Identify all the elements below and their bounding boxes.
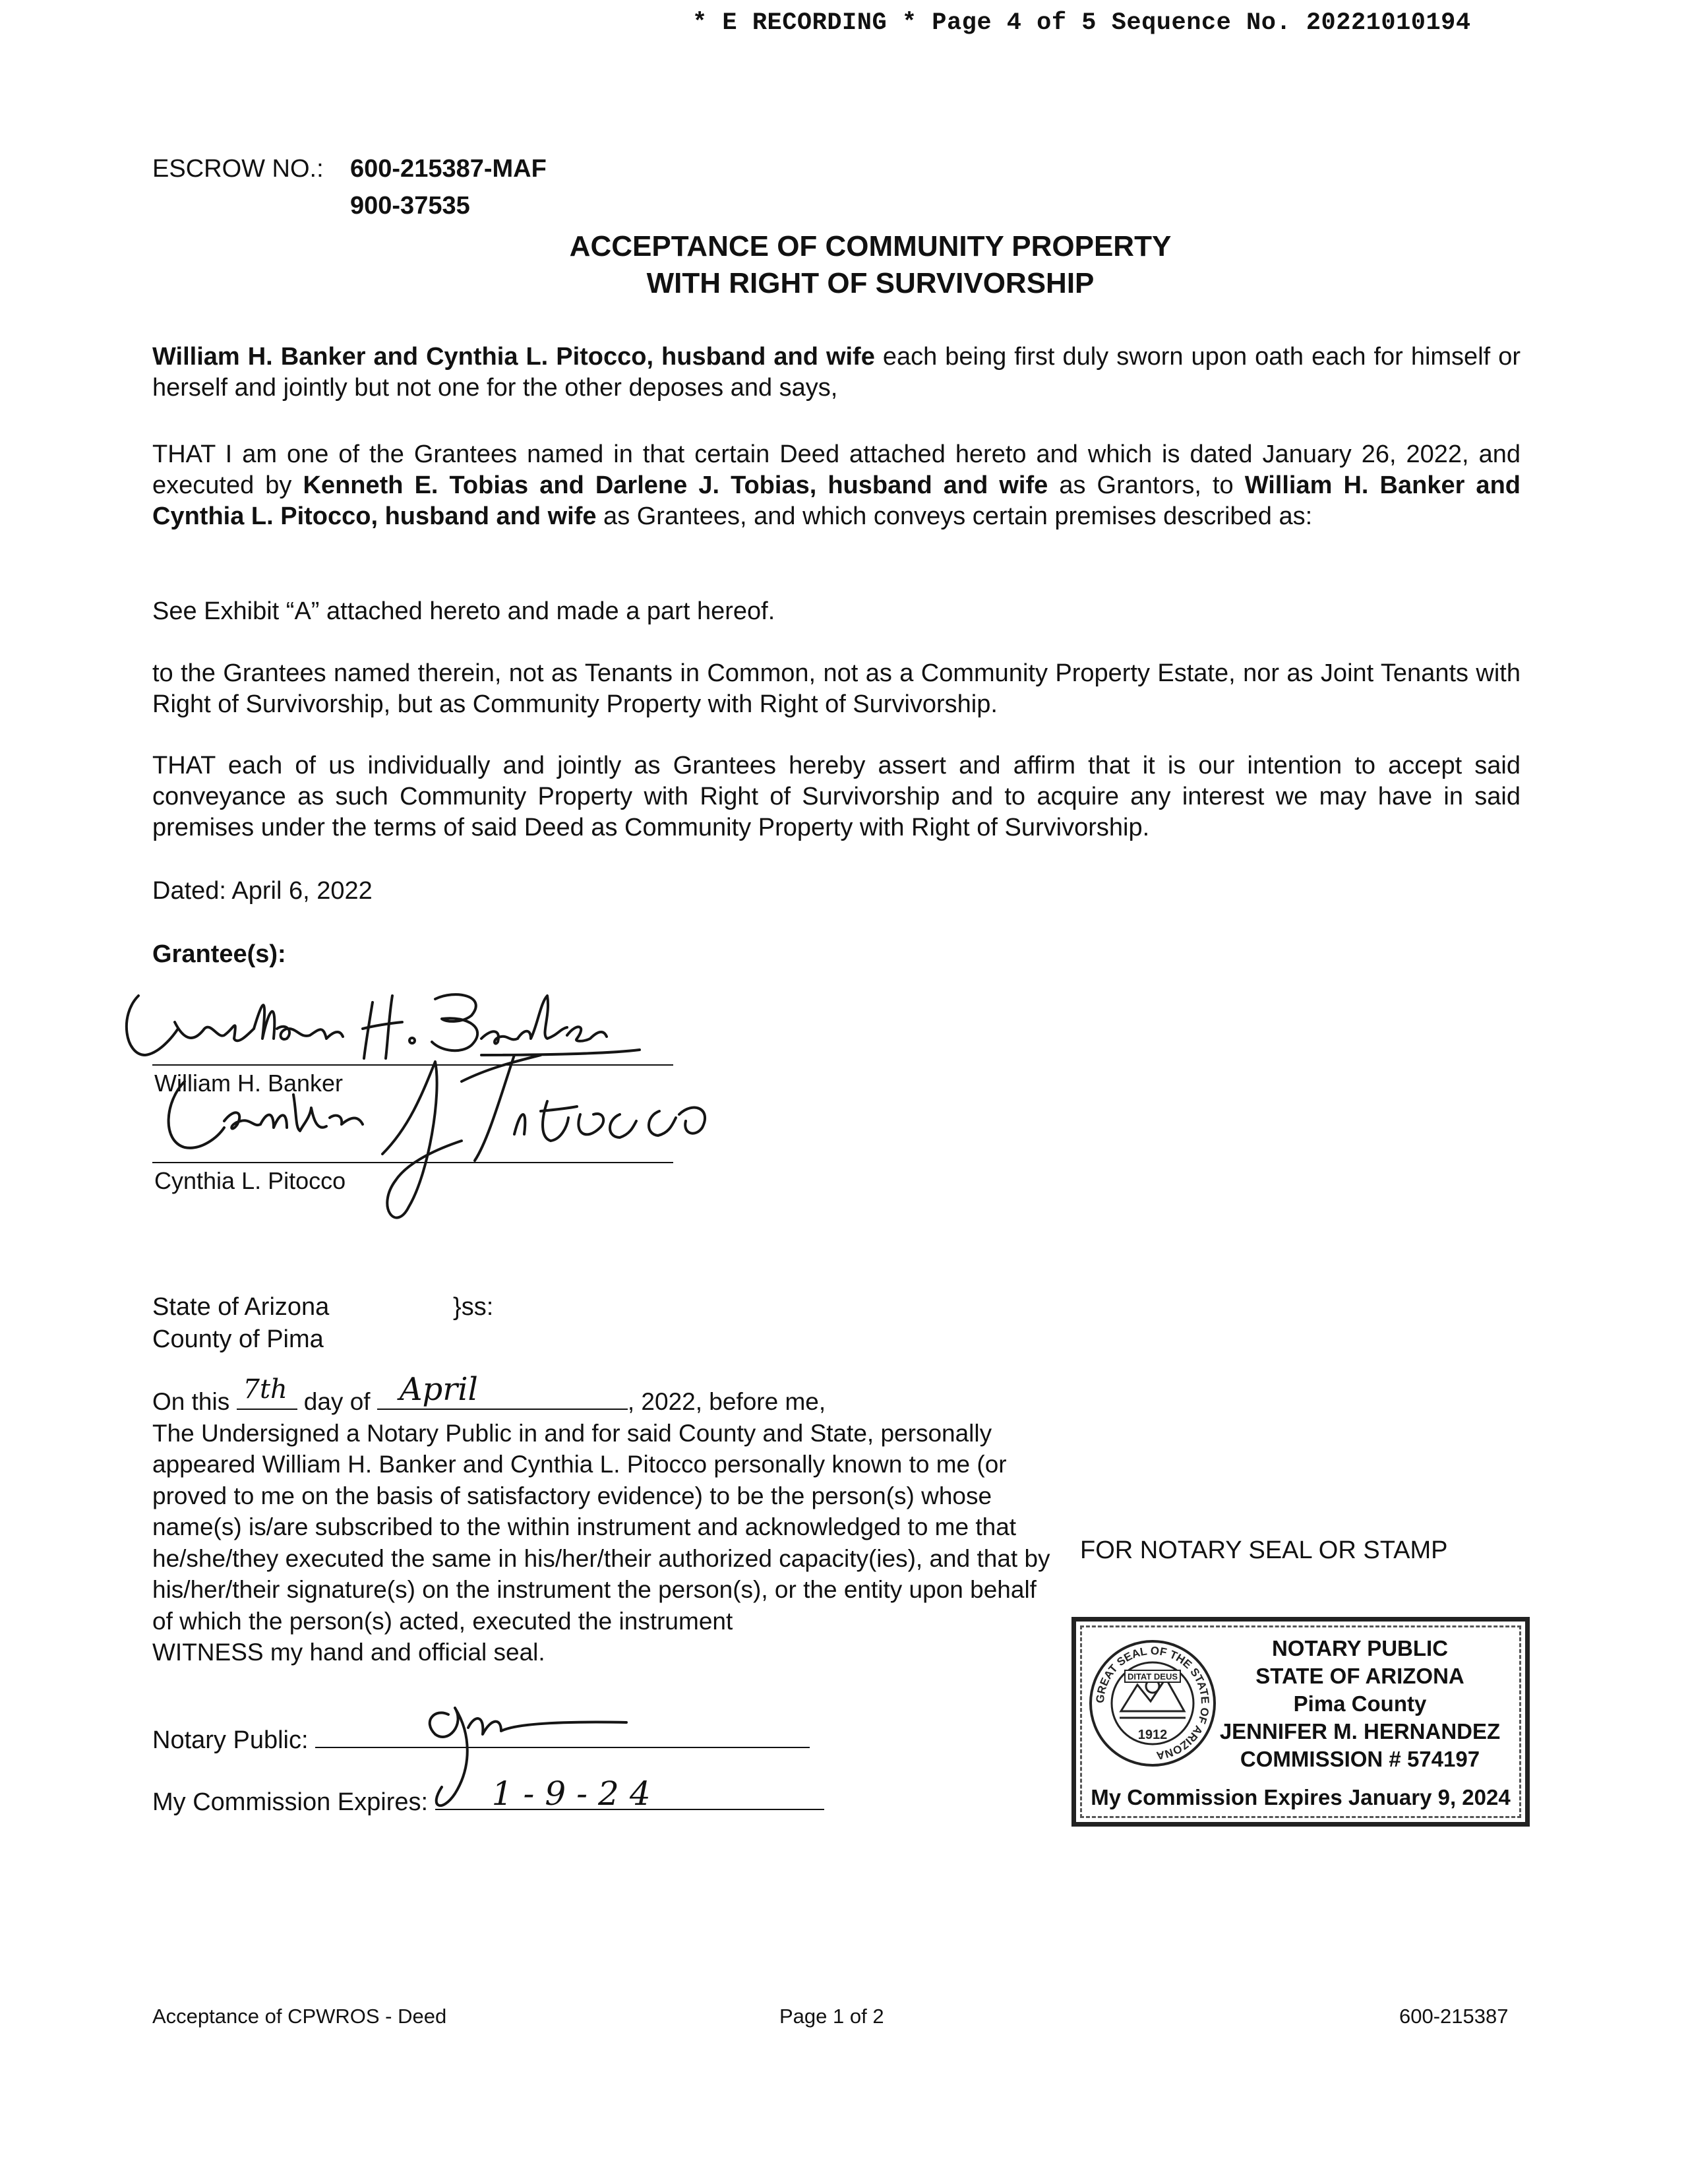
signer-name-2: Cynthia L. Pitocco <box>154 1167 346 1194</box>
handwritten-commission-date: 1-9-24 <box>491 1774 661 1813</box>
notary-stamp <box>1071 1617 1530 1827</box>
stamp-text <box>1201 1635 1519 1773</box>
dated-line: Dated: April 6, 2022 <box>152 877 373 905</box>
year-text: , 2022, before me, <box>627 1388 826 1415</box>
escrow-label: ESCROW NO.: <box>152 155 324 183</box>
paragraph-affirmation: THAT each of us individually and jointly as Grantees hereby assert and affirm that it is our intention to accept said conveyance as such Community Property with Right of Survivorship and to acquire any interest we may have in said premises under the terms of said Deed as Community Property with Right of Survivorship. <box>152 752 1521 841</box>
title-line-1: ACCEPTANCE OF COMMUNITY PROPERTY <box>569 230 1172 262</box>
notary-public-signature-line <box>152 1726 810 1755</box>
paragraph-deponents-text: each being first duly sworn upon oath each for himself or herself and jointly but not one for the other deposes and says, <box>152 343 1521 402</box>
handwritten-month: April <box>399 1371 478 1408</box>
day-of-label: day of <box>303 1388 371 1415</box>
signer-name-1: William H. Banker <box>154 1070 344 1097</box>
stamp-expires: My Commission Expires January 9, 2024 <box>1091 1785 1511 1809</box>
escrow-number-2: 900-37535 <box>350 192 470 220</box>
notary-body-text: The Undersigned a Notary Public in and for said County and State, personally appeared William H. Banker and Cynthia L. Pitocco personally known to me (or proved to me on the basis of satisfactory evidence) to be the person(s) whose name(s) is/are subscribed to the within instrument and acknowledged to me that he/she/they executed the same in his/her/their authorized capacity(ies), and that by his/her/their signature(s) on the instrument the person(s), or the entity upon behalf of which the person(s) acted, executed the instrument <box>152 1419 1050 1635</box>
seal-motto: DITAT DEUS <box>1127 1672 1178 1682</box>
footer-document-name: Acceptance of CPWROS - Deed <box>152 2005 447 2028</box>
seal-year: 1912 <box>1137 1728 1168 1742</box>
paragraph-deed-text-a: THAT I am one of the Grantees named in that certain Deed attached hereto and which is dated January 26, 2022, and executed by <box>152 440 1521 499</box>
signature-line-1 <box>152 1064 673 1066</box>
escrow-block <box>152 150 547 224</box>
venue-state: State of Arizona <box>152 1293 330 1321</box>
month-blank <box>377 1371 628 1410</box>
venue-ss: }ss: <box>453 1293 494 1321</box>
seal-caption: FOR NOTARY SEAL OR STAMP <box>1080 1536 1448 1564</box>
notary-public-label: Notary Public: <box>152 1726 309 1754</box>
grantees-names: William H. Banker and Cynthia L. Pitocco, husband and wife <box>152 471 1521 530</box>
stamp-line-4: JENNIFER M. HERNANDEZ <box>1219 1719 1501 1744</box>
footer-page-number: Page 1 of 2 <box>779 2005 884 2028</box>
paragraph-exhibit: See Exhibit “A” attached hereto and made a part hereof. <box>152 597 775 625</box>
notary-acknowledgment <box>152 1371 1062 1668</box>
deponents-names: William H. Banker and Cynthia L. Pitocco, husband and wife <box>152 343 875 371</box>
venue-block <box>152 1291 494 1356</box>
signature-line-2 <box>152 1162 673 1163</box>
day-blank <box>237 1374 297 1410</box>
commission-expires-label: My Commission Expires: <box>152 1788 429 1816</box>
recording-header: * E RECORDING * Page 4 of 5 Sequence No. 20221010194 <box>692 9 1471 37</box>
paragraph-tenancy: to the Grantees named therein, not as Tenants in Common, not as a Community Property Estate, nor as Joint Tenants with Right of Survivorship, but as Community Property with Right of Survivorship. <box>152 659 1521 718</box>
grantees-label: Grantee(s): <box>152 940 286 968</box>
grantors-names: Kenneth E. Tobias and Darlene J. Tobias, husband and wife <box>303 471 1048 499</box>
escrow-number-1: 600-215387-MAF <box>350 155 547 183</box>
paragraph-deed-text-c: as Grantees, and which conveys certain premises described as: <box>596 502 1313 530</box>
commission-expires-line <box>152 1774 824 1817</box>
paragraph-deed-text-b: as Grantors, to <box>1048 471 1245 499</box>
stamp-line-2: STATE OF ARIZONA <box>1255 1664 1464 1688</box>
arizona-seal-emblem <box>1088 1639 1217 1768</box>
paragraph-deed <box>152 439 1521 532</box>
stamp-line-5: COMMISSION # 574197 <box>1240 1747 1480 1771</box>
document-title <box>0 228 1688 302</box>
stamp-line-3: Pima County <box>1293 1691 1427 1716</box>
handwritten-day: 7th <box>243 1374 287 1405</box>
venue-county: County of Pima <box>152 1325 324 1353</box>
stamp-line-1: NOTARY PUBLIC <box>1271 1636 1449 1660</box>
title-line-2: WITH RIGHT OF SURVIVORSHIP <box>646 267 1095 299</box>
paragraph-deponents <box>152 342 1521 404</box>
seal-ring-text: GREAT SEAL OF THE STATE OF ARIZONA <box>1093 1644 1212 1762</box>
notary-witness: WITNESS my hand and official seal. <box>152 1639 545 1666</box>
commission-expires-blank <box>435 1774 824 1813</box>
on-this-label: On this <box>152 1388 230 1415</box>
notary-public-blank <box>315 1727 810 1748</box>
signature-banker <box>112 976 706 1240</box>
notary-opening-line <box>152 1371 1062 1418</box>
footer-file-number: 600-215387 <box>1399 2005 1509 2028</box>
